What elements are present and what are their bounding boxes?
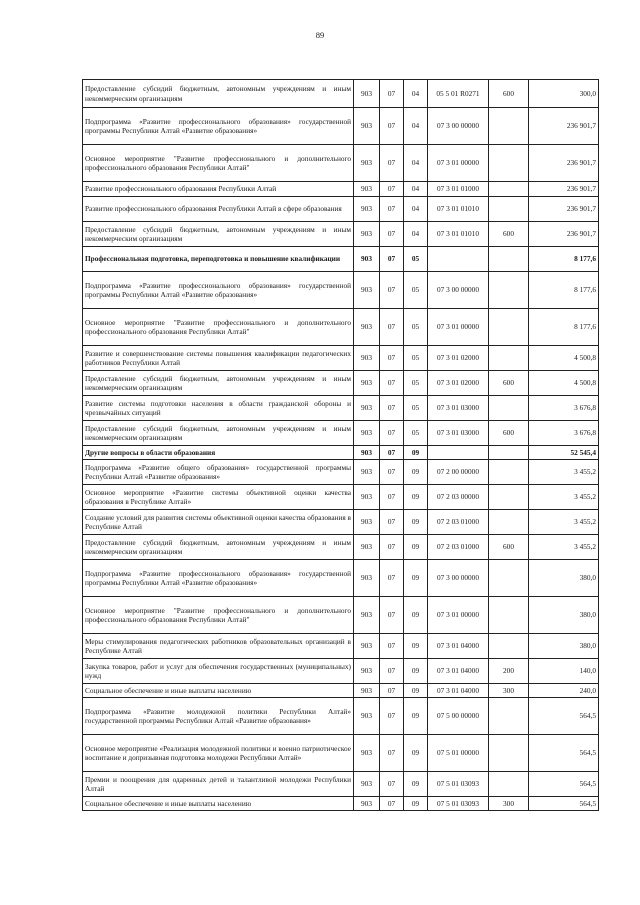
cell-subsection: 09 bbox=[404, 535, 428, 560]
cell-target-article: 07 5 01 00000 bbox=[428, 735, 489, 772]
cell-subsection: 09 bbox=[404, 659, 428, 684]
cell-subsection: 09 bbox=[404, 560, 428, 597]
cell-amount: 3 455,2 bbox=[529, 510, 599, 535]
cell-target-article bbox=[428, 446, 489, 460]
cell-expense-type: 600 bbox=[489, 535, 529, 560]
cell-ministry-code: 903 bbox=[354, 346, 380, 371]
cell-amount: 8 177,6 bbox=[529, 309, 599, 346]
cell-subsection: 09 bbox=[404, 797, 428, 811]
cell-target-article: 07 5 01 03093 bbox=[428, 797, 489, 811]
cell-name: Предоставление субсидий бюджетным, автономным учреждениям и иным некоммерческим организациям bbox=[83, 222, 354, 247]
cell-amount: 300,0 bbox=[529, 80, 599, 108]
cell-amount: 3 455,2 bbox=[529, 535, 599, 560]
cell-section: 07 bbox=[380, 346, 404, 371]
cell-name: Предоставление субсидий бюджетным, автономным учреждениям и иным некоммерческим организациям bbox=[83, 80, 354, 108]
cell-amount: 564,5 bbox=[529, 735, 599, 772]
cell-section: 07 bbox=[380, 80, 404, 108]
cell-name: Социальное обеспечение и иные выплаты населению bbox=[83, 797, 354, 811]
cell-ministry-code: 903 bbox=[354, 247, 380, 272]
cell-target-article: 07 3 01 01010 bbox=[428, 197, 489, 222]
cell-name: Подпрограмма «Развитие профессионального образования» государственной программы Республики Алтай «Развитие образования» bbox=[83, 560, 354, 597]
cell-ministry-code: 903 bbox=[354, 659, 380, 684]
table-row bbox=[83, 659, 599, 684]
cell-amount: 236 901,7 bbox=[529, 197, 599, 222]
cell-section: 07 bbox=[380, 371, 404, 396]
cell-amount: 4 500,8 bbox=[529, 371, 599, 396]
cell-expense-type bbox=[489, 597, 529, 634]
cell-target-article: 07 3 01 00000 bbox=[428, 597, 489, 634]
cell-expense-type bbox=[489, 197, 529, 222]
cell-amount: 380,0 bbox=[529, 634, 599, 659]
cell-section: 07 bbox=[380, 222, 404, 247]
cell-subsection: 04 bbox=[404, 182, 428, 197]
table-row bbox=[83, 272, 599, 309]
cell-amount: 4 500,8 bbox=[529, 346, 599, 371]
cell-expense-type bbox=[489, 108, 529, 145]
cell-section: 07 bbox=[380, 309, 404, 346]
cell-amount: 3 455,2 bbox=[529, 460, 599, 485]
cell-subsection: 05 bbox=[404, 396, 428, 421]
cell-target-article: 07 3 01 00000 bbox=[428, 145, 489, 182]
table-row bbox=[83, 309, 599, 346]
cell-name: Подпрограмма «Развитие профессионального образования» государственной программы Республики Алтай «Развитие образования» bbox=[83, 108, 354, 145]
table-row bbox=[83, 560, 599, 597]
cell-subsection: 09 bbox=[404, 597, 428, 634]
cell-amount: 236 901,7 bbox=[529, 182, 599, 197]
cell-ministry-code: 903 bbox=[354, 108, 380, 145]
cell-subsection: 09 bbox=[404, 698, 428, 735]
cell-subsection: 04 bbox=[404, 80, 428, 108]
cell-subsection: 04 bbox=[404, 197, 428, 222]
cell-name: Основное мероприятие «Развитие системы объективной оценки качества образования в Республике Алтай» bbox=[83, 485, 354, 510]
table-row bbox=[83, 698, 599, 735]
cell-subsection: 04 bbox=[404, 145, 428, 182]
cell-target-article: 05 5 01 R0271 bbox=[428, 80, 489, 108]
cell-amount: 3 676,8 bbox=[529, 396, 599, 421]
table-row bbox=[83, 485, 599, 510]
cell-name: Развитие профессионального образования Республики Алтай bbox=[83, 182, 354, 197]
cell-target-article: 07 5 00 00000 bbox=[428, 698, 489, 735]
table-row bbox=[83, 80, 599, 108]
cell-expense-type bbox=[489, 772, 529, 797]
cell-ministry-code: 903 bbox=[354, 510, 380, 535]
cell-expense-type bbox=[489, 634, 529, 659]
cell-target-article: 07 3 01 02000 bbox=[428, 346, 489, 371]
cell-target-article: 07 3 00 00000 bbox=[428, 272, 489, 309]
cell-ministry-code: 903 bbox=[354, 560, 380, 597]
cell-expense-type bbox=[489, 510, 529, 535]
cell-name: Основное мероприятие "Развитие профессионального и дополнительного профессионального образования Республики Алтай" bbox=[83, 145, 354, 182]
cell-ministry-code: 903 bbox=[354, 485, 380, 510]
cell-name: Основное мероприятие "Развитие профессионального и дополнительного профессионального образования Республики Алтай" bbox=[83, 597, 354, 634]
cell-name: Развитие и совершенствование системы повышения квалификации педагогических работников Республики Алтай bbox=[83, 346, 354, 371]
table-row bbox=[83, 197, 599, 222]
cell-name: Другие вопросы в области образования bbox=[83, 446, 354, 460]
cell-expense-type: 600 bbox=[489, 421, 529, 446]
cell-expense-type: 600 bbox=[489, 371, 529, 396]
cell-expense-type: 300 bbox=[489, 684, 529, 698]
cell-section: 07 bbox=[380, 797, 404, 811]
cell-subsection: 05 bbox=[404, 247, 428, 272]
cell-ministry-code: 903 bbox=[354, 182, 380, 197]
cell-section: 07 bbox=[380, 182, 404, 197]
cell-section: 07 bbox=[380, 698, 404, 735]
cell-target-article: 07 3 01 03000 bbox=[428, 421, 489, 446]
cell-ministry-code: 903 bbox=[354, 735, 380, 772]
cell-amount: 8 177,6 bbox=[529, 272, 599, 309]
cell-section: 07 bbox=[380, 460, 404, 485]
cell-name: Развитие профессионального образования Республики Алтай в сфере образования bbox=[83, 197, 354, 222]
cell-amount: 8 177,6 bbox=[529, 247, 599, 272]
cell-ministry-code: 903 bbox=[354, 535, 380, 560]
cell-section: 07 bbox=[380, 108, 404, 145]
cell-name: Премии и поощрения для одаренных детей и талантливой молодежи Республики Алтай bbox=[83, 772, 354, 797]
table-row bbox=[83, 460, 599, 485]
cell-target-article: 07 3 00 00000 bbox=[428, 560, 489, 597]
cell-section: 07 bbox=[380, 485, 404, 510]
cell-section: 07 bbox=[380, 659, 404, 684]
cell-amount: 380,0 bbox=[529, 597, 599, 634]
cell-section: 07 bbox=[380, 197, 404, 222]
cell-target-article: 07 3 01 04000 bbox=[428, 659, 489, 684]
cell-subsection: 09 bbox=[404, 684, 428, 698]
cell-expense-type bbox=[489, 145, 529, 182]
cell-ministry-code: 903 bbox=[354, 684, 380, 698]
cell-amount: 236 901,7 bbox=[529, 108, 599, 145]
cell-name: Создание условий для развития системы объективной оценки качества образования в Республике Алтай bbox=[83, 510, 354, 535]
cell-ministry-code: 903 bbox=[354, 396, 380, 421]
cell-subsection: 04 bbox=[404, 222, 428, 247]
cell-target-article: 07 3 00 00000 bbox=[428, 108, 489, 145]
cell-name: Подпрограмма «Развитие профессионального образования» государственной программы Республики Алтай «Развитие образования» bbox=[83, 272, 354, 309]
table-row bbox=[83, 684, 599, 698]
cell-section: 07 bbox=[380, 535, 404, 560]
table-row bbox=[83, 396, 599, 421]
cell-expense-type bbox=[489, 735, 529, 772]
cell-ministry-code: 903 bbox=[354, 634, 380, 659]
cell-subsection: 04 bbox=[404, 108, 428, 145]
cell-amount: 3 676,8 bbox=[529, 421, 599, 446]
cell-subsection: 05 bbox=[404, 309, 428, 346]
table-row bbox=[83, 597, 599, 634]
cell-subsection: 09 bbox=[404, 460, 428, 485]
cell-target-article: 07 2 00 00000 bbox=[428, 460, 489, 485]
cell-amount: 240,0 bbox=[529, 684, 599, 698]
cell-subsection: 09 bbox=[404, 510, 428, 535]
cell-section: 07 bbox=[380, 634, 404, 659]
table-row bbox=[83, 797, 599, 811]
table-row bbox=[83, 535, 599, 560]
cell-name: Профессиональная подготовка, переподготовка и повышение квалификации bbox=[83, 247, 354, 272]
table-row bbox=[83, 108, 599, 145]
cell-subsection: 09 bbox=[404, 772, 428, 797]
cell-ministry-code: 903 bbox=[354, 597, 380, 634]
cell-expense-type bbox=[489, 272, 529, 309]
cell-section: 07 bbox=[380, 597, 404, 634]
cell-amount: 564,5 bbox=[529, 772, 599, 797]
cell-ministry-code: 903 bbox=[354, 460, 380, 485]
table-row bbox=[83, 247, 599, 272]
cell-expense-type: 600 bbox=[489, 80, 529, 108]
cell-ministry-code: 903 bbox=[354, 80, 380, 108]
cell-ministry-code: 903 bbox=[354, 371, 380, 396]
cell-section: 07 bbox=[380, 145, 404, 182]
cell-target-article: 07 3 01 01010 bbox=[428, 222, 489, 247]
table-row bbox=[83, 346, 599, 371]
cell-amount: 52 545,4 bbox=[529, 446, 599, 460]
cell-subsection: 09 bbox=[404, 634, 428, 659]
cell-name: Закупка товаров, работ и услуг для обеспечения государственных (муниципальных) нужд bbox=[83, 659, 354, 684]
cell-target-article: 07 3 01 03000 bbox=[428, 396, 489, 421]
cell-ministry-code: 903 bbox=[354, 145, 380, 182]
cell-ministry-code: 903 bbox=[354, 772, 380, 797]
cell-expense-type bbox=[489, 460, 529, 485]
cell-subsection: 09 bbox=[404, 446, 428, 460]
cell-name: Предоставление субсидий бюджетным, автономным учреждениям и иным некоммерческим организациям bbox=[83, 421, 354, 446]
cell-expense-type bbox=[489, 446, 529, 460]
cell-amount: 236 901,7 bbox=[529, 222, 599, 247]
cell-expense-type bbox=[489, 560, 529, 597]
cell-ministry-code: 903 bbox=[354, 222, 380, 247]
table-row bbox=[83, 735, 599, 772]
cell-section: 07 bbox=[380, 446, 404, 460]
cell-ministry-code: 903 bbox=[354, 698, 380, 735]
cell-name: Основное мероприятие «Реализация молодежной политики и военно патриотическое воспитание и допризывная подготовка молодежи Республики Алтай» bbox=[83, 735, 354, 772]
cell-subsection: 05 bbox=[404, 346, 428, 371]
cell-expense-type bbox=[489, 396, 529, 421]
cell-section: 07 bbox=[380, 247, 404, 272]
cell-target-article: 07 2 03 00000 bbox=[428, 485, 489, 510]
cell-expense-type: 200 bbox=[489, 659, 529, 684]
cell-name: Развитие системы подготовки населения в области гражданской обороны и чрезвычайных ситуаций bbox=[83, 396, 354, 421]
cell-subsection: 05 bbox=[404, 272, 428, 309]
cell-ministry-code: 903 bbox=[354, 421, 380, 446]
cell-name: Предоставление субсидий бюджетным, автономным учреждениям и иным некоммерческим организациям bbox=[83, 371, 354, 396]
cell-target-article: 07 2 03 01000 bbox=[428, 510, 489, 535]
cell-section: 07 bbox=[380, 272, 404, 309]
cell-expense-type bbox=[489, 485, 529, 510]
cell-target-article bbox=[428, 247, 489, 272]
cell-section: 07 bbox=[380, 735, 404, 772]
cell-target-article: 07 3 01 04000 bbox=[428, 634, 489, 659]
cell-section: 07 bbox=[380, 396, 404, 421]
cell-section: 07 bbox=[380, 421, 404, 446]
cell-section: 07 bbox=[380, 684, 404, 698]
cell-name: Подпрограмма «Развитие молодежной политики Республики Алтай» государственной программы Республики Алтай «Развитие образования» bbox=[83, 698, 354, 735]
cell-expense-type: 300 bbox=[489, 797, 529, 811]
cell-ministry-code: 903 bbox=[354, 309, 380, 346]
cell-name: Меры стимулирования педагогических работников образовательных организаций в Республике Алтай bbox=[83, 634, 354, 659]
cell-target-article: 07 5 01 03093 bbox=[428, 772, 489, 797]
cell-ministry-code: 903 bbox=[354, 197, 380, 222]
table-row bbox=[83, 145, 599, 182]
cell-subsection: 05 bbox=[404, 421, 428, 446]
cell-section: 07 bbox=[380, 772, 404, 797]
cell-expense-type bbox=[489, 182, 529, 197]
cell-amount: 564,5 bbox=[529, 698, 599, 735]
page-number: 89 bbox=[315, 30, 325, 40]
cell-target-article: 07 3 01 00000 bbox=[428, 309, 489, 346]
table-row bbox=[83, 182, 599, 197]
table-row bbox=[83, 446, 599, 460]
cell-name: Предоставление субсидий бюджетным, автономным учреждениям и иным некоммерческим организациям bbox=[83, 535, 354, 560]
cell-expense-type bbox=[489, 247, 529, 272]
cell-subsection: 05 bbox=[404, 371, 428, 396]
cell-target-article: 07 3 01 02000 bbox=[428, 371, 489, 396]
table-row bbox=[83, 222, 599, 247]
cell-amount: 564,5 bbox=[529, 797, 599, 811]
cell-ministry-code: 903 bbox=[354, 272, 380, 309]
cell-amount: 236 901,7 bbox=[529, 145, 599, 182]
cell-ministry-code: 903 bbox=[354, 797, 380, 811]
cell-amount: 3 455,2 bbox=[529, 485, 599, 510]
cell-section: 07 bbox=[380, 560, 404, 597]
cell-name: Основное мероприятие "Развитие профессионального и дополнительного профессионального образования Республики Алтай" bbox=[83, 309, 354, 346]
cell-target-article: 07 3 01 01000 bbox=[428, 182, 489, 197]
cell-expense-type bbox=[489, 346, 529, 371]
cell-expense-type: 600 bbox=[489, 222, 529, 247]
cell-target-article: 07 3 01 04000 bbox=[428, 684, 489, 698]
cell-amount: 380,0 bbox=[529, 560, 599, 597]
cell-name: Подпрограмма «Развитие общего образования» государственной программы Республики Алтай «Развитие образования» bbox=[83, 460, 354, 485]
cell-section: 07 bbox=[380, 510, 404, 535]
budget-table bbox=[82, 79, 599, 811]
cell-ministry-code: 903 bbox=[354, 446, 380, 460]
cell-expense-type bbox=[489, 309, 529, 346]
cell-expense-type bbox=[489, 698, 529, 735]
table-row bbox=[83, 371, 599, 396]
table-row bbox=[83, 772, 599, 797]
table-row bbox=[83, 634, 599, 659]
cell-name: Социальное обеспечение и иные выплаты населению bbox=[83, 684, 354, 698]
cell-subsection: 09 bbox=[404, 485, 428, 510]
cell-target-article: 07 2 03 01000 bbox=[428, 535, 489, 560]
table-row bbox=[83, 421, 599, 446]
table-row bbox=[83, 510, 599, 535]
cell-subsection: 09 bbox=[404, 735, 428, 772]
cell-amount: 140,0 bbox=[529, 659, 599, 684]
